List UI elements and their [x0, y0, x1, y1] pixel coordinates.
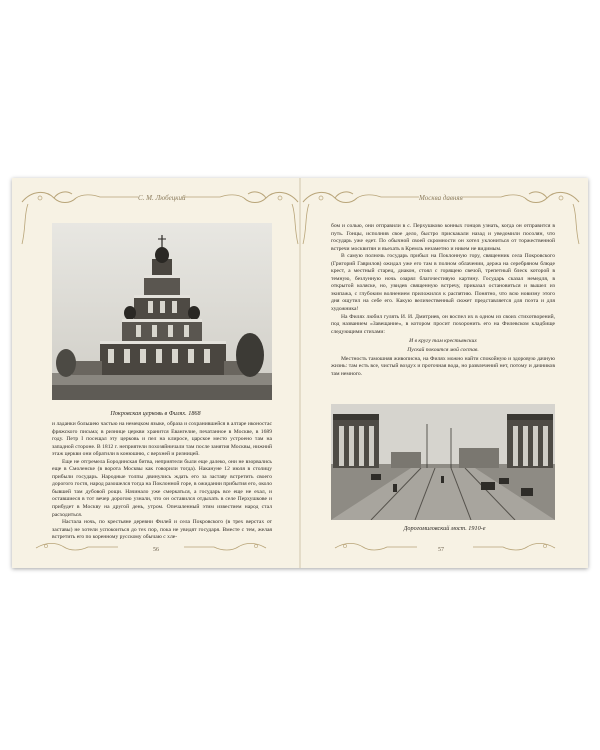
- footer-ornament-icon: [180, 542, 270, 554]
- footer-ornament-icon: [32, 542, 122, 554]
- paragraph: Еще не отгремела Бородинская битва, неприятели были еще далеко, они не взорвались еще в Смоленске (в ворота Москвы как говорили тогда). Накануне 12 июля в столицу прибыли государь. Народные толпы двинулись ждать его за заставу встретить своего дорогого гостя, народ разошелся тогда на Поклонной горе, в ожидании прибытия его, около бывшей там дубовой рощи. Начинало уже смеркаться, а государь все еще не ехал, и оставшиеся в тот вечер дорогою узнали, что он оставился отдыхать в селе Перхушкове и прибудет в Москву на другой день, утром. Опечаленный этим известием народ стал расходиться.: [52, 458, 272, 518]
- paragraph: бом и солью, они отправили в с. Перхушково конных гонцов узнать, когда он отправится в путь. Гонцы, исполнив свое дело, быстро прискакали назад и уведомили посолян, что государь уже едет. По обычной своей скромности он хотел уклониться от торжественной встречи москвитян и въехать в Кремль незаметно и никем не видимым.: [331, 223, 555, 252]
- church-icon: [52, 223, 272, 400]
- verse-line: И в кругу там крестьянских: [409, 337, 477, 344]
- paragraph: и ладанки большею частью на немецком языке, образа и сохранившейся в алтаре иконостас фряжского письма; в ризнице церкви хранится Евангелие, печатанное в Москве, в 1689 году. Петр I посещал эту церковь и пел на клиросе, царское место устроено там на западной стороне. В 1812 г. неприятели похозяйничали там после занятия Москвы, нижний этаж церкви они обратили в конюшню, с верхней и ризницей.: [52, 421, 272, 458]
- paragraph: Местность тамошняя живописна, на Филях можно найти спокойную и здоровую дачную жизнь: там есть все, чистый воздух и проточная вода, но развлечений нет, потому и дачников там немного.: [331, 355, 555, 377]
- book-spread: [12, 178, 588, 568]
- right-body-text: [331, 223, 555, 403]
- photo-caption: Покровская церковь в Филях. 1868: [110, 410, 201, 417]
- bridge-photo: [331, 404, 555, 520]
- bridge-icon: [331, 404, 555, 520]
- paragraph: Настала ночь, по крестьяне деревни Филей и села Покровского (в трех верстах от заставы) не хотели успокоиться до тех пор, пока не увидят государя. Вместе с тем, желая встретить его по коренному русскому обычаю с хле-: [52, 519, 272, 541]
- footer-ornament-icon: [469, 542, 559, 554]
- left-body-text: [52, 421, 272, 545]
- photo-caption: Дорогомиловский мост. 1910-е: [403, 525, 486, 532]
- church-photo: [52, 223, 272, 400]
- running-head: С. М. Любецкий: [138, 194, 186, 202]
- left-page: [12, 178, 299, 568]
- verse-line: Пускай покоится мой состав.: [407, 346, 479, 353]
- footer-ornament-icon: [331, 542, 421, 554]
- running-head: Москва давняя: [419, 194, 463, 202]
- paragraph: На Филях любил гулять И. И. Дмитриев, он воспел их в одном из своих стихотворений, под названием «Завещание», в котором просит похоронить его на Филевском кладбище следующими стихами:: [331, 313, 555, 335]
- paragraph: В самую полночь государь прибыл на Поклонную гору, священник села Покровского (Григорий Гаврилов) ожидал уже его там в полном облачении, держа на серебряном блюде крест, а местный старец, диакон, стоял с горящею свечой, трепетный блеск которой в темную, безлунную ночь озарял благочестивую картину. Государь сказал немедля, в открытой коляске, но, увидев священную встречу, приказал остановиться и вышел из экипажа, с глубоким волнением приложился к распятию. Понятно, что всю новизну этого дня ощутил на себе его. Какую величественный сюжет представляется для поэта и для художника!: [331, 253, 555, 313]
- right-page: [301, 178, 588, 568]
- page-number: 56: [153, 547, 159, 553]
- page-number: 57: [438, 547, 444, 553]
